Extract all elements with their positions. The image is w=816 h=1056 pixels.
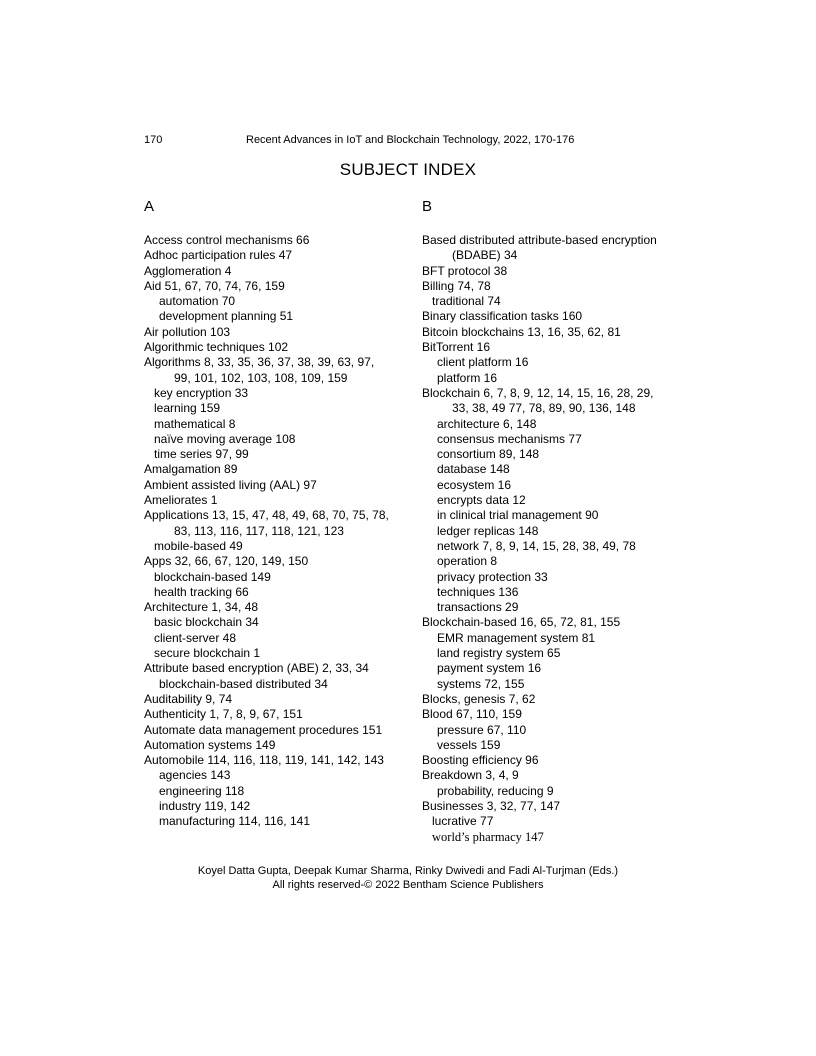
index-entry: engineering 118 [159, 783, 245, 798]
index-entry: Blocks, genesis 7, 62 [422, 691, 536, 706]
index-entry: mobile-based 49 [154, 538, 243, 553]
index-entry: Aid 51, 67, 70, 74, 76, 159 [144, 278, 285, 293]
index-entry: Based distributed attribute-based encryption [422, 233, 657, 247]
index-entry: health tracking 66 [154, 584, 249, 599]
index-entry: pressure 67, 110 [437, 722, 527, 737]
index-column-a [144, 198, 406, 830]
index-entry: time series 97, 99 [154, 447, 249, 462]
index-entry: Businesses 3, 32, 77, 147 [422, 798, 561, 813]
index-entry: vessels 159 [437, 737, 501, 752]
index-entry: Automobile 114, 116, 118, 119, 141, 142, 143 [144, 753, 384, 768]
editors-line: Koyel Datta Gupta, Deepak Kumar Sharma, Rinky Dwivedi and Fadi Al-Turjman (Eds.) [197, 865, 619, 877]
index-entry: Attribute based encryption (ABE) 2, 33, 34 [144, 661, 369, 676]
index-entry: Automation systems 149 [144, 737, 276, 752]
index-entry: transactions 29 [437, 600, 519, 615]
running-header [144, 134, 674, 148]
index-entry: learning 159 [154, 401, 221, 416]
index-entry: operation 8 [437, 554, 498, 569]
index-entry: Algorithmic techniques 102 [144, 340, 289, 355]
index-entry: world’s pharmacy 147 [432, 829, 544, 844]
index-entry: ecosystem 16 [437, 477, 512, 492]
index-entry: database 148 [437, 462, 510, 477]
index-entry: Amalgamation 89 [144, 462, 238, 477]
index-entry: Blockchain 6, 7, 8, 9, 12, 14, 15, 16, 28, 29, [422, 385, 654, 400]
index-entry: systems 72, 155 [437, 676, 525, 691]
index-entry: 33, 38, 49 77, 78, 89, 90, 136, 148 [452, 401, 636, 416]
page-footer [0, 864, 816, 892]
index-entry: 83, 113, 116, 117, 118, 121, 123 [174, 523, 344, 538]
index-entry: Access control mechanisms 66 [144, 233, 310, 247]
index-entry: Agglomeration 4 [144, 263, 232, 278]
index-entry: client-server 48 [154, 630, 237, 645]
index-entry: platform 16 [437, 370, 498, 385]
index-entry: BitTorrent 16 [422, 340, 491, 355]
rights-line: All rights reserved-© 2022 Bentham Science Publishers [272, 879, 544, 891]
index-column-b [422, 198, 684, 845]
index-entry: privacy protection 33 [437, 569, 548, 584]
index-entry-list-b [422, 233, 684, 845]
index-entry: basic blockchain 34 [154, 615, 259, 630]
index-entry: Bitcoin blockchains 13, 16, 35, 62, 81 [422, 324, 621, 339]
index-entry: consensus mechanisms 77 [437, 431, 582, 446]
index-entry: Applications 13, 15, 47, 48, 49, 68, 70, 75, 78, [144, 508, 389, 523]
index-entry: Architecture 1, 34, 48 [144, 600, 259, 615]
index-entry: Binary classification tasks 160 [422, 309, 583, 324]
index-entry: secure blockchain 1 [154, 646, 261, 661]
index-entry: Authenticity 1, 7, 8, 9, 67, 151 [144, 707, 303, 722]
index-entry: architecture 6, 148 [437, 416, 537, 431]
index-entry: blockchain-based 149 [154, 569, 271, 584]
index-entry: naïve moving average 108 [154, 431, 296, 446]
index-entry: Apps 32, 66, 67, 120, 149, 150 [144, 554, 309, 569]
index-entry: traditional 74 [432, 294, 501, 309]
index-entry: agencies 143 [159, 768, 231, 783]
index-entry: mathematical 8 [154, 416, 236, 431]
index-entry: automation 70 [159, 294, 236, 309]
index-entry: land registry system 65 [437, 646, 561, 661]
index-entry: techniques 136 [437, 584, 519, 599]
index-entry: development planning 51 [159, 309, 294, 324]
index-entry-list-a [144, 233, 406, 830]
section-letter-b: B [422, 198, 433, 215]
index-entry: industry 119, 142 [159, 798, 251, 813]
index-entry: Boosting efficiency 96 [422, 753, 539, 768]
section-letter-a: A [144, 198, 155, 215]
index-entry: Automate data management procedures 151 [144, 722, 383, 737]
index-entry: 99, 101, 102, 103, 108, 109, 159 [174, 370, 348, 385]
index-entry: Algorithms 8, 33, 35, 36, 37, 38, 39, 63, 97, [144, 355, 375, 370]
index-entry: ledger replicas 148 [437, 523, 539, 538]
index-entry: Billing 74, 78 [422, 278, 491, 293]
index-entry: lucrative 77 [432, 814, 494, 829]
index-entry: network 7, 8, 9, 14, 15, 28, 38, 49, 78 [437, 538, 636, 553]
index-entry: client platform 16 [437, 355, 529, 370]
index-entry: Breakdown 3, 4, 9 [422, 768, 519, 783]
index-entry: Ameliorates 1 [144, 493, 218, 508]
journal-title: Recent Advances in IoT and Blockchain Technology, 2022, 170-176 [246, 134, 575, 146]
index-entry: manufacturing 114, 116, 141 [159, 814, 310, 829]
index-entry: blockchain-based distributed 34 [159, 676, 328, 691]
page-number: 170 [144, 134, 163, 146]
index-entry: Blockchain-based 16, 65, 72, 81, 155 [422, 615, 621, 630]
index-entry: payment system 16 [437, 661, 542, 676]
index-entry: consortium 89, 148 [437, 447, 540, 462]
page-title: SUBJECT INDEX [339, 160, 477, 179]
index-entry: probability, reducing 9 [437, 783, 554, 798]
index-entry: EMR management system 81 [437, 630, 596, 645]
index-entry: key encryption 33 [154, 385, 249, 400]
index-entry: in clinical trial management 90 [437, 508, 599, 523]
index-entry: Ambient assisted living (AAL) 97 [144, 477, 317, 492]
index-entry: Auditability 9, 74 [144, 691, 233, 706]
index-entry: BFT protocol 38 [422, 263, 508, 278]
index-entry: Blood 67, 110, 159 [422, 707, 522, 722]
index-entry: encrypts data 12 [437, 493, 526, 508]
index-entry: Air pollution 103 [144, 324, 231, 339]
index-entry: (BDABE) 34 [452, 248, 518, 263]
index-entry: Adhoc participation rules 47 [144, 248, 293, 263]
